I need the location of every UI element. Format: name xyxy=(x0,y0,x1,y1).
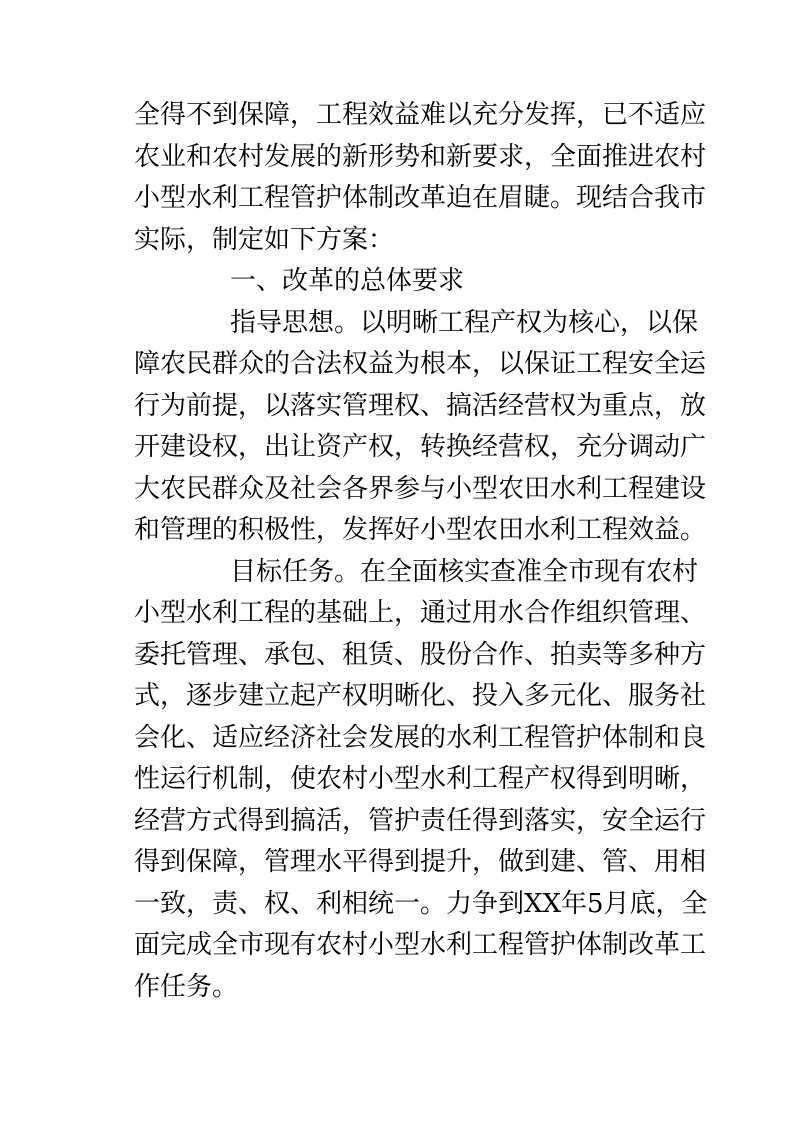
paragraph-line: 小型水利工程的基础上，通过用水合作组织管理、 xyxy=(134,598,707,628)
paragraph-line: 经营方式得到搞活，管护责任得到落实，安全运行 xyxy=(134,805,707,836)
paragraph-line: 小型水利工程管护体制改革迫在眉睫。现结合我市 xyxy=(134,183,707,213)
paragraph-line: 一致，责、权、利相统一。力争到XX年5月底，全 xyxy=(134,888,708,919)
paragraph-line: 得到保障，管理水平得到提升，做到建、管、用相 xyxy=(134,847,707,877)
paragraph-line: 面完成全市现有农村小型水利工程管护体制改革工 xyxy=(134,930,707,960)
document-body xyxy=(134,95,708,1008)
paragraph-line: 行为前提，以落实管理权、搞活经营权为重点，放 xyxy=(134,390,707,421)
paragraph-line: 大农民群众及社会各界参与小型农田水利工程建设 xyxy=(134,473,707,504)
paragraph-line: 和管理的积极性，发挥好小型农田水利工程效益。 xyxy=(134,515,707,545)
paragraph-line: 农业和农村发展的新形势和新要求，全面推进农村 xyxy=(134,141,707,172)
paragraph-line: 开建设权，出让资产权，转换经营权，充分调动广 xyxy=(134,432,707,462)
paragraph-line: 目标任务。在全面核实查准全市现有农村 xyxy=(230,556,699,587)
paragraph-line: 性运行机制，使农村小型水利工程产权得到明晰， xyxy=(134,764,707,794)
paragraph-line: 作任务。 xyxy=(134,971,239,1002)
paragraph-line: 实际，制定如下方案： xyxy=(134,224,395,255)
paragraph-line: 式，逐步建立起产权明晰化、投入多元化、服务社 xyxy=(134,681,707,711)
paragraph-line: 全得不到保障，工程效益难以充分发挥，已不适应 xyxy=(134,100,707,130)
section-heading: 一、改革的总体要求 xyxy=(230,266,465,296)
paragraph-line: 指导思想。以明晰工程产权为核心，以保 xyxy=(230,307,699,338)
paragraph-line: 委托管理、承包、租赁、股份合作、拍卖等多种方 xyxy=(134,639,707,670)
paragraph-line: 障农民群众的合法权益为根本，以保证工程安全运 xyxy=(134,349,707,379)
paragraph-line: 会化、适应经济社会发展的水利工程管护体制和良 xyxy=(134,722,707,753)
